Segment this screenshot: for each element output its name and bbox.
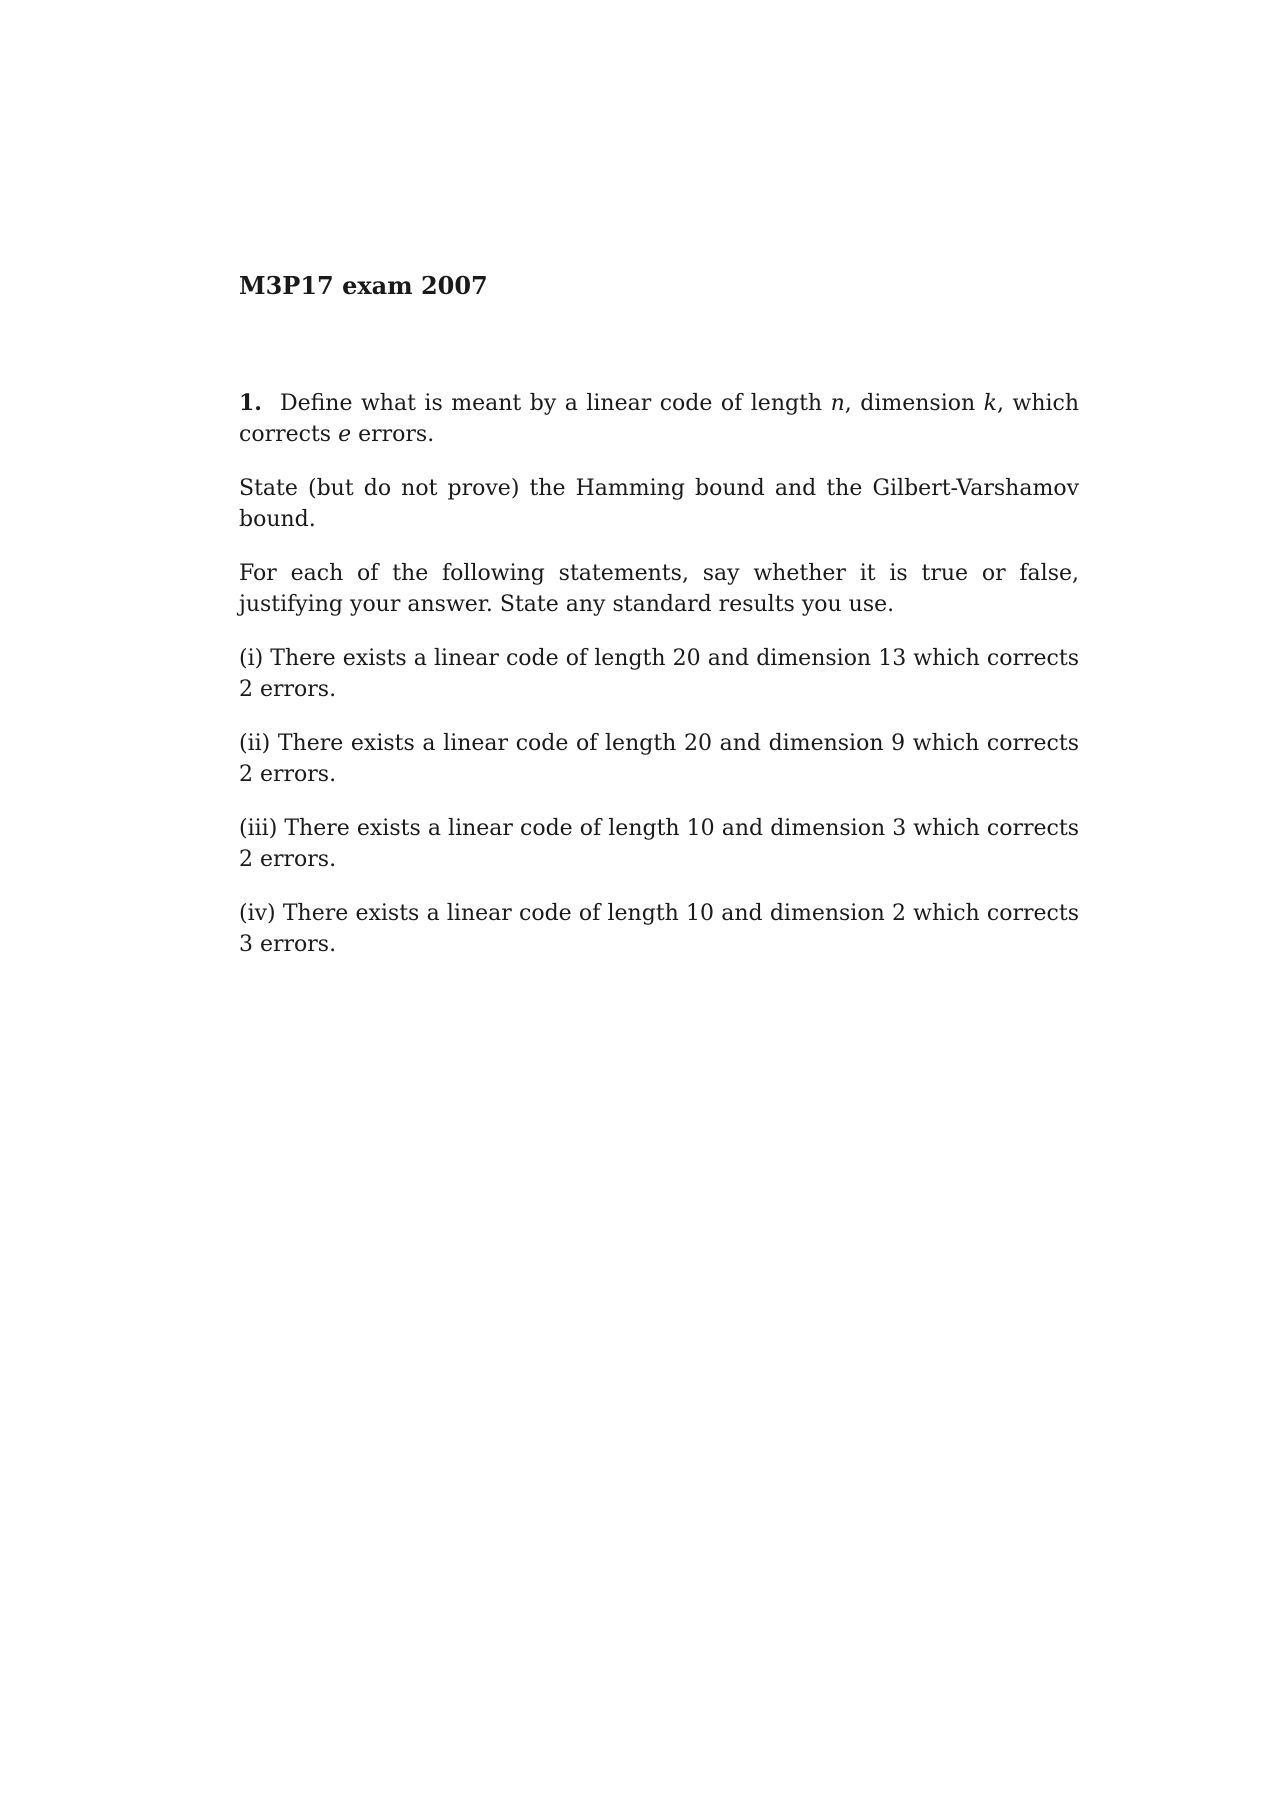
intro-text-2: , dimension xyxy=(844,391,984,416)
question-number: 1. xyxy=(239,390,262,416)
exam-page xyxy=(239,270,1079,983)
statement-i: (i) There exists a linear code of length 20 and dimension 13 which corrects 2 errors. xyxy=(239,646,1079,702)
variable-n: n xyxy=(830,391,845,416)
statement-iv: (iv) There exists a linear code of length 10 and dimension 2 which corrects 3 errors. xyxy=(239,901,1079,957)
question-1 xyxy=(239,388,1079,960)
intro-text-3: , which corrects xyxy=(239,391,1080,447)
state-bounds-paragraph: State (but do not prove) the Hamming bound and the Gilbert-Varshamov bound. xyxy=(239,476,1079,532)
intro-text-4: errors. xyxy=(351,422,435,447)
instructions-paragraph: For each of the following statements, say whether it is true or false, justifying your answer. State any standard results you use. xyxy=(239,561,1079,617)
intro-text-1: Define what is meant by a linear code of length xyxy=(279,391,831,416)
statement-ii: (ii) There exists a linear code of length 20 and dimension 9 which corrects 2 errors. xyxy=(239,731,1079,787)
question-intro xyxy=(239,388,1079,450)
statement-iii: (iii) There exists a linear code of length 10 and dimension 3 which corrects 2 errors. xyxy=(239,816,1079,872)
variable-k: k xyxy=(983,391,997,416)
page-title: M3P17 exam 2007 xyxy=(239,271,488,300)
variable-e: e xyxy=(338,422,352,447)
